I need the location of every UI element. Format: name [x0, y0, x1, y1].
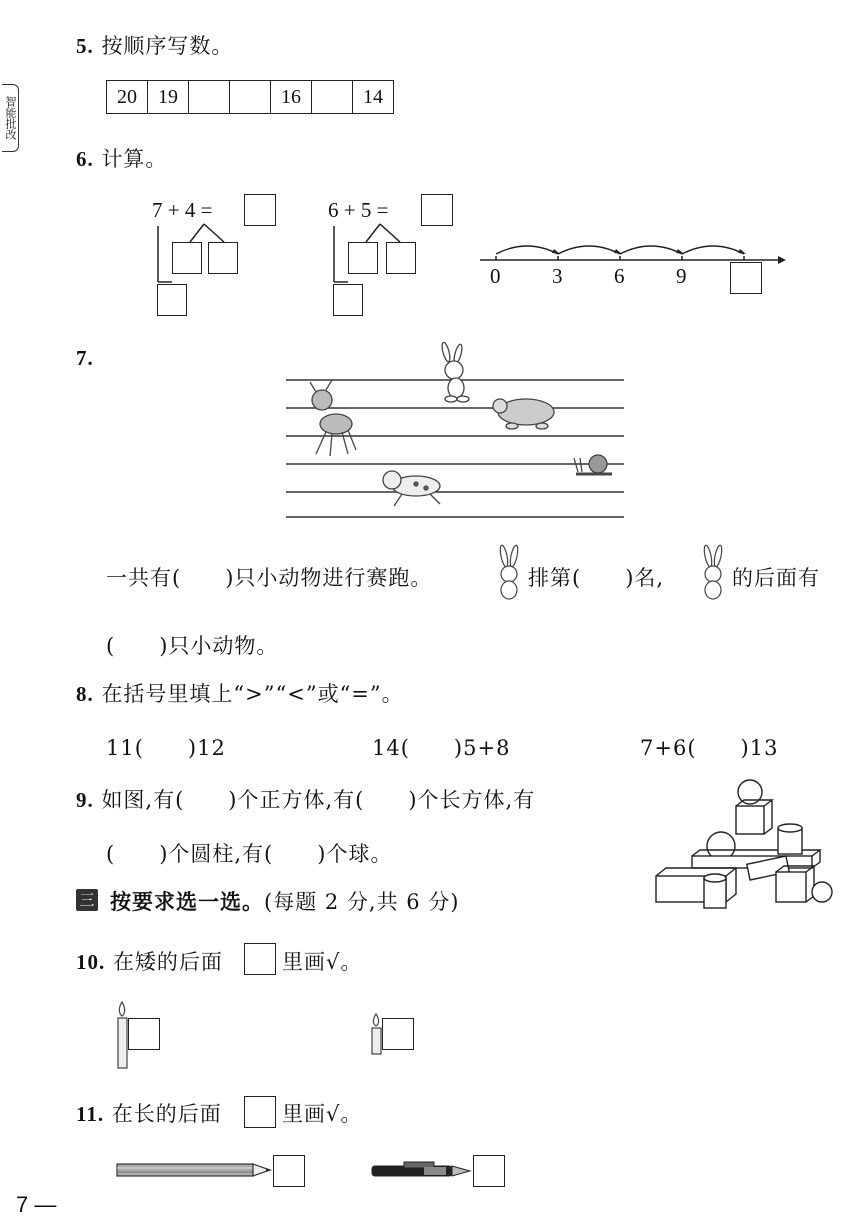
solids-image: [652, 776, 836, 916]
q11-text-b: 里画√。: [282, 1102, 363, 1126]
dog-icon: [383, 471, 440, 506]
split-box[interactable]: [348, 242, 378, 274]
q7-line1-b: 排第( )名,: [528, 566, 665, 590]
number-line-answer-box[interactable]: [730, 262, 762, 294]
q7-line1-a: 一共有( )只小动物进行赛跑。: [106, 566, 433, 590]
seq-cell: 14: [353, 81, 394, 114]
split-box[interactable]: [172, 242, 202, 274]
number-line-label: 0: [490, 264, 501, 288]
section-note: (每题 2 分,共 6 分): [264, 890, 460, 914]
number-line-label: 3: [552, 264, 563, 288]
q7-line1-c: 的后面有: [732, 566, 820, 590]
expression-1: 7 + 4 =: [152, 198, 213, 222]
rabbit-icon: [696, 544, 730, 604]
q8-text: 在括号里填上“>”“<”或“=”。: [101, 682, 404, 706]
section-badge: 三: [76, 889, 98, 911]
pen-icon: [370, 1160, 474, 1182]
pen-box[interactable]: [473, 1155, 505, 1187]
seq-cell: 19: [148, 81, 189, 114]
q11-prompt: [76, 1098, 222, 1128]
q7-number-wrap: [76, 346, 94, 371]
q9-line1-wrap: [76, 784, 535, 814]
q10-number: 10.: [76, 950, 106, 974]
turtle-icon: [493, 399, 554, 429]
q9-number: 9.: [76, 788, 94, 812]
seq-cell-blank[interactable]: [230, 81, 271, 114]
rabbit-icon: [441, 342, 469, 402]
split-box[interactable]: [386, 242, 416, 274]
q9-line1: 如图,有( )个正方体,有( )个长方体,有: [101, 788, 536, 812]
seq-cell: 16: [271, 81, 312, 114]
q7-number: 7.: [76, 346, 94, 370]
result-box[interactable]: [333, 284, 363, 316]
section-title: [110, 886, 459, 916]
q9-line2: ( )个圆柱,有( )个球。: [106, 842, 393, 866]
compare-item: 11( )12: [106, 736, 226, 760]
q5-prompt: [76, 30, 233, 60]
deer-icon: [310, 380, 356, 456]
compare-item: 14( )5+8: [372, 736, 511, 760]
q5-text: 按顺序写数。: [101, 34, 234, 58]
q8-number: 8.: [76, 682, 94, 706]
section-title-text: 按要求选一选。: [110, 890, 264, 914]
q10-text-a: 在矮的后面: [112, 950, 223, 974]
race-track-image: [286, 342, 626, 522]
seq-cell-blank[interactable]: [189, 81, 230, 114]
q10-text-b: 里画√。: [282, 950, 363, 974]
q10-sample-box: [244, 943, 276, 975]
seq-cell: 20: [107, 81, 148, 114]
split-box[interactable]: [208, 242, 238, 274]
page-number: 7 —: [16, 1192, 57, 1217]
pencil-icon: [116, 1160, 276, 1180]
q10-prompt: [76, 946, 223, 976]
q11-sample-box: [244, 1096, 276, 1128]
q8-prompt: [76, 678, 404, 708]
q11-number: 11.: [76, 1102, 105, 1126]
rabbit-icon: [492, 544, 526, 604]
q5-number: 5.: [76, 34, 94, 58]
result-box[interactable]: [157, 284, 187, 316]
q6-text: 计算。: [101, 147, 168, 171]
q6-prompt: [76, 143, 167, 173]
pencil-box[interactable]: [273, 1155, 305, 1187]
q11-text-a: 在长的后面: [111, 1102, 222, 1126]
number-line-label: 6: [614, 264, 625, 288]
side-tab: 智能批改: [2, 84, 19, 152]
seq-cell-blank[interactable]: [312, 81, 353, 114]
short-candle-box[interactable]: [382, 1018, 414, 1050]
compare-item: 7+6( )13: [640, 736, 779, 760]
q7-line2: ( )只小动物。: [106, 634, 279, 658]
tall-candle-box[interactable]: [128, 1018, 160, 1050]
number-sequence-table: [106, 80, 394, 114]
number-line-label: 9: [676, 264, 687, 288]
expression-2: 6 + 5 =: [328, 198, 389, 222]
q6-number: 6.: [76, 147, 94, 171]
